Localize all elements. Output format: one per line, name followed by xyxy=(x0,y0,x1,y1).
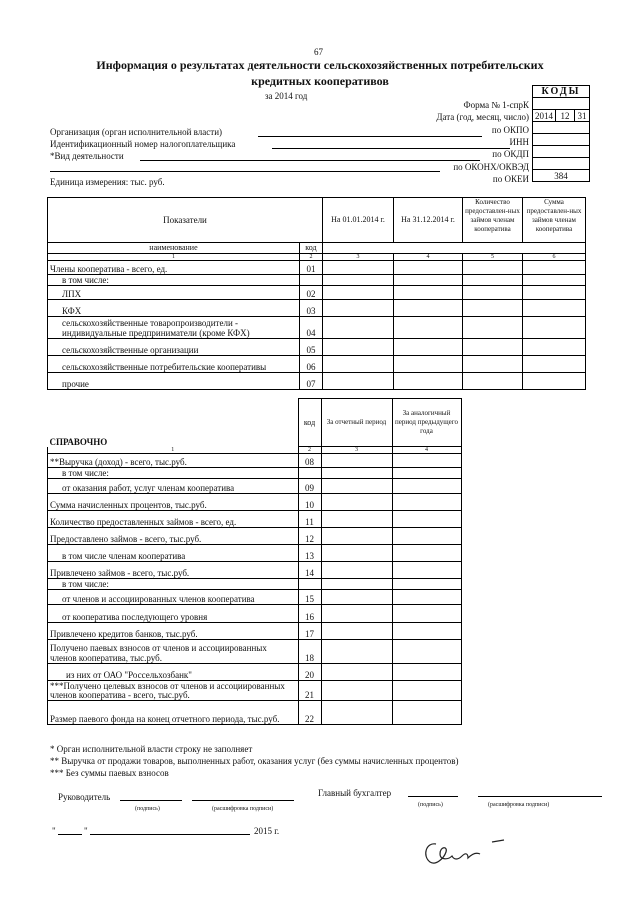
row-code: 10 xyxy=(298,494,321,511)
table-row xyxy=(48,511,462,528)
date-month: 12 xyxy=(556,110,575,122)
num-5: 5 xyxy=(463,254,523,261)
table-row xyxy=(48,339,586,356)
value-cell[interactable] xyxy=(321,562,392,579)
table-row xyxy=(48,640,462,664)
unit-label: Единица измерения: тыс. руб. xyxy=(50,177,165,187)
row-label: от оказания работ, услуг членам кооператива xyxy=(48,479,299,494)
okpo-code-cell xyxy=(533,122,590,134)
row-label: от кооператива последующего уровня xyxy=(48,605,299,623)
num2-3: 3 xyxy=(321,447,392,454)
num-6: 6 xyxy=(523,254,586,261)
okei-code-cell: 384 xyxy=(533,170,590,182)
table-row xyxy=(48,605,462,623)
row-label: ***Получено целевых взносов от членов и ассоциированных членов кооператива - всего, тыс.руб. xyxy=(48,681,299,701)
table-row xyxy=(48,590,462,605)
accountant-decode-caption: (расшифровка подписи) xyxy=(488,802,550,808)
table-row xyxy=(48,579,462,590)
row-label: Размер паевого фонда на конец отчетного периода, тыс.руб. xyxy=(48,701,299,725)
row-code: 22 xyxy=(298,701,321,725)
table-row xyxy=(48,494,462,511)
value-cell[interactable] xyxy=(392,664,461,681)
value-cell[interactable] xyxy=(323,356,394,373)
value-cell[interactable] xyxy=(323,300,394,317)
head-decode-caption: (расшифровка подписи) xyxy=(212,806,274,812)
table-row xyxy=(48,701,462,725)
row-label: сельскохозяйственные товаропроизводители - индивидуальные предприниматели (кроме КФХ) xyxy=(48,317,300,339)
row-code: 09 xyxy=(298,479,321,494)
value-cell[interactable] xyxy=(323,286,394,300)
value-cell[interactable] xyxy=(392,511,461,528)
table-row xyxy=(48,261,586,275)
value-cell[interactable] xyxy=(321,701,392,725)
value-cell[interactable] xyxy=(321,590,392,605)
table-row xyxy=(48,317,586,339)
row-label: **Выручка (доход) - всего, тыс.руб. xyxy=(48,454,299,468)
num-3: 3 xyxy=(323,254,394,261)
accountant-decode-line[interactable] xyxy=(478,796,602,797)
row-code: 13 xyxy=(298,545,321,562)
value-cell[interactable] xyxy=(321,454,392,468)
row-label: Предоставлено займов - всего, тыс.руб. xyxy=(48,528,299,545)
okdp-code-cell xyxy=(533,146,590,158)
col-indicators: Показатели xyxy=(48,198,323,243)
col-date2: На 31.12.2014 г. xyxy=(394,198,463,243)
row-label: КФХ xyxy=(48,300,300,317)
value-cell[interactable] xyxy=(523,300,586,317)
num-2: 2 xyxy=(299,254,322,261)
value-cell[interactable] xyxy=(321,623,392,640)
table-row xyxy=(48,373,586,390)
value-cell[interactable] xyxy=(392,701,461,725)
row-label: в том числе: xyxy=(48,275,300,286)
page-number: 67 xyxy=(314,47,323,57)
row-label: Количество предоставленных займов - всего, ед. xyxy=(48,511,299,528)
inn-field-label: Идентификационный номер налогоплательщика xyxy=(50,139,236,149)
num-1: 1 xyxy=(48,254,300,261)
value-cell[interactable] xyxy=(394,261,463,275)
col-name: наименование xyxy=(48,243,300,254)
row-label: сельскохозяйственные потребительские кооперативы xyxy=(48,356,300,373)
row-label: Получено паевых взносов от членов и ассоциированных членов кооператива, тыс.руб. xyxy=(48,640,299,664)
value-cell[interactable] xyxy=(321,528,392,545)
okpo-label: по ОКПО xyxy=(491,125,529,135)
value-cell[interactable] xyxy=(394,356,463,373)
inn-label: ИНН xyxy=(509,137,529,147)
title-line1: Информация о результатах деятельности сельскохозяйственных потребительских xyxy=(96,58,544,72)
value-cell[interactable] xyxy=(321,494,392,511)
date-month-line[interactable] xyxy=(90,834,250,835)
table-row xyxy=(48,681,462,701)
head-decode-line[interactable] xyxy=(192,800,294,801)
col-code2: код xyxy=(298,399,321,447)
row-code: 11 xyxy=(298,511,321,528)
row-code: 01 xyxy=(299,261,322,275)
table-row xyxy=(48,468,462,479)
value-cell[interactable] xyxy=(523,373,586,390)
date-year: 2015 г. xyxy=(254,826,280,836)
row-label: из них от ОАО "Россельхозбанк" xyxy=(48,664,299,681)
value-cell[interactable] xyxy=(392,605,461,623)
inn-code-cell xyxy=(533,134,590,146)
accountant-sign-caption: (подпись) xyxy=(418,802,443,808)
value-cell[interactable] xyxy=(523,261,586,275)
value-cell[interactable] xyxy=(394,373,463,390)
date-day-line[interactable] xyxy=(58,834,82,835)
value-cell[interactable] xyxy=(321,681,392,701)
okdp-label: по ОКДП xyxy=(492,149,529,159)
footnote-1: * Орган исполнительной власти строку не заполняет xyxy=(50,744,253,754)
section-title: СПРАВОЧНО xyxy=(48,399,299,447)
row-label: в том числе членам кооператива xyxy=(48,545,299,562)
value-cell[interactable] xyxy=(323,373,394,390)
row-code: 17 xyxy=(298,623,321,640)
value-cell[interactable] xyxy=(392,623,461,640)
org-field-line[interactable] xyxy=(258,136,482,137)
date-year: 2014 xyxy=(533,110,556,122)
activity-label: *Вид деятельности xyxy=(50,151,124,161)
value-cell[interactable] xyxy=(323,339,394,356)
table-row xyxy=(48,623,462,640)
table-row xyxy=(48,286,586,300)
title-line2: кредитных кооперативов xyxy=(251,74,389,88)
value-cell[interactable] xyxy=(463,286,523,300)
value-cell[interactable] xyxy=(392,681,461,701)
value-cell[interactable] xyxy=(392,479,461,494)
row-code: 07 xyxy=(299,373,322,390)
value-cell[interactable] xyxy=(392,454,461,468)
report-period: за 2014 год xyxy=(265,91,308,101)
value-cell[interactable] xyxy=(321,640,392,664)
form-label: Форма № 1-спрК xyxy=(463,100,529,110)
table-row xyxy=(48,545,462,562)
value-cell[interactable] xyxy=(523,286,586,300)
row-code: 21 xyxy=(298,681,321,701)
value-cell[interactable] xyxy=(392,562,461,579)
accountant-sign-line[interactable] xyxy=(408,796,458,797)
accountant-label: Главный бухгалтер xyxy=(318,788,392,798)
value-cell[interactable] xyxy=(463,373,523,390)
table-row xyxy=(48,479,462,494)
row-label: в том числе: xyxy=(48,579,299,590)
row-label: от членов и ассоциированных членов кооператива xyxy=(48,590,299,605)
row-code: 20 xyxy=(298,664,321,681)
row-code: 15 xyxy=(298,590,321,605)
value-cell[interactable] xyxy=(392,640,461,664)
head-label: Руководитель xyxy=(58,792,111,802)
value-cell[interactable] xyxy=(463,317,523,339)
codes-header: КОДЫ xyxy=(533,86,590,98)
value-cell[interactable] xyxy=(463,300,523,317)
form-code-cell xyxy=(533,98,590,110)
value-cell[interactable] xyxy=(523,339,586,356)
activity-field-line[interactable] xyxy=(140,160,480,161)
row-label: Сумма начисленных процентов, тыс.руб. xyxy=(48,494,299,511)
org-label: Организация (орган исполнительной власти) xyxy=(50,127,223,137)
value-cell[interactable] xyxy=(523,317,586,339)
col-loans-count: Количество предоставлен-ных займов членам кооператива xyxy=(463,198,523,243)
inn-field-line[interactable] xyxy=(272,148,510,149)
date-quote-open: " xyxy=(52,826,56,836)
col-loans-sum: Сумма предоставлен-ных займов членам кооператива xyxy=(523,198,586,243)
row-code: 06 xyxy=(299,356,322,373)
row-code: 12 xyxy=(298,528,321,545)
reference-table xyxy=(47,398,462,725)
date-day: 31 xyxy=(575,110,590,122)
row-code: 03 xyxy=(299,300,322,317)
table-row xyxy=(48,562,462,579)
num2-2: 2 xyxy=(298,447,321,454)
date-label: Дата (год, месяц, число) xyxy=(436,112,529,122)
value-cell[interactable] xyxy=(394,300,463,317)
value-cell[interactable] xyxy=(394,286,463,300)
value-cell[interactable] xyxy=(323,317,394,339)
value-cell[interactable] xyxy=(394,339,463,356)
num-4: 4 xyxy=(394,254,463,261)
value-cell[interactable] xyxy=(321,605,392,623)
row-label: сельскохозяйственные организации xyxy=(48,339,300,356)
value-cell[interactable] xyxy=(392,590,461,605)
row-label: Члены кооператива - всего, ед. xyxy=(48,261,300,275)
head-sign-line[interactable] xyxy=(120,800,182,801)
date-quote-close: " xyxy=(84,826,88,836)
row-label: Привлечено кредитов банков, тыс.руб. xyxy=(48,623,299,640)
row-code: 14 xyxy=(298,562,321,579)
okonh-label: по ОКОНХ/ОКВЭД xyxy=(453,162,529,172)
row-code: 02 xyxy=(299,286,322,300)
value-cell[interactable] xyxy=(321,664,392,681)
row-label: ЛПХ xyxy=(48,286,300,300)
value-cell[interactable] xyxy=(321,479,392,494)
row-code: 04 xyxy=(299,317,322,339)
row-code: 18 xyxy=(298,640,321,664)
row-label: прочие xyxy=(48,373,300,390)
value-cell[interactable] xyxy=(392,528,461,545)
head-sign-caption: (подпись) xyxy=(135,806,160,812)
handwritten-signature-icon xyxy=(418,830,508,875)
col-current: За отчетный период xyxy=(321,399,392,447)
value-cell[interactable] xyxy=(523,356,586,373)
footnote-3: *** Без суммы паевых взносов xyxy=(50,768,169,778)
row-code: 08 xyxy=(298,454,321,468)
value-cell[interactable] xyxy=(463,356,523,373)
num2-1: 1 xyxy=(48,447,299,454)
table-row xyxy=(48,664,462,681)
row-code: 16 xyxy=(298,605,321,623)
value-cell[interactable] xyxy=(323,261,394,275)
num2-4: 4 xyxy=(392,447,461,454)
row-label: в том числе: xyxy=(48,468,299,479)
value-cell[interactable] xyxy=(394,317,463,339)
table-row xyxy=(48,454,462,468)
codes-block xyxy=(532,85,590,182)
value-cell[interactable] xyxy=(321,511,392,528)
value-cell[interactable] xyxy=(463,261,523,275)
row-label: Привлечено займов - всего, тыс.руб. xyxy=(48,562,299,579)
table-row xyxy=(48,528,462,545)
footnote-2: ** Выручка от продажи товаров, выполненных работ, оказания услуг (без суммы начисленных процентов) xyxy=(50,756,459,766)
okonh-code-cell xyxy=(533,158,590,170)
table-row xyxy=(48,300,586,317)
okei-label: по ОКЕИ xyxy=(492,174,529,184)
activity-field-line-2[interactable] xyxy=(50,171,440,172)
col-previous: За аналогичный период предыдущего года xyxy=(392,399,461,447)
members-table xyxy=(47,197,586,390)
value-cell[interactable] xyxy=(392,545,461,562)
row-code: 05 xyxy=(299,339,322,356)
value-cell[interactable] xyxy=(463,339,523,356)
col-code: код xyxy=(299,243,322,254)
value-cell[interactable] xyxy=(392,494,461,511)
table-row xyxy=(48,356,586,373)
col-date1: На 01.01.2014 г. xyxy=(323,198,394,243)
value-cell[interactable] xyxy=(321,545,392,562)
table-row xyxy=(48,275,586,286)
